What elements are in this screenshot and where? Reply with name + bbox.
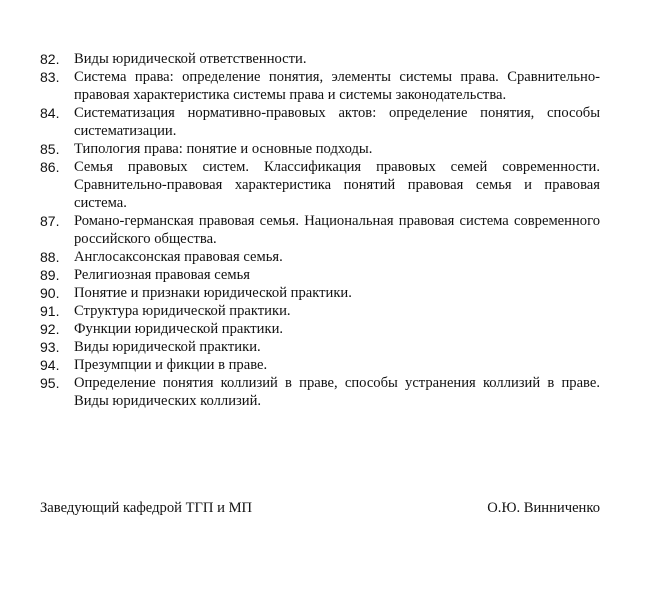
item-number: 89. xyxy=(40,267,60,283)
list-item xyxy=(40,212,600,248)
item-number: 94. xyxy=(40,357,60,373)
list-item xyxy=(40,104,600,140)
item-text: Функции юридической практики. xyxy=(74,321,284,337)
list-item xyxy=(40,140,600,158)
list-item xyxy=(40,284,600,302)
item-text: Виды юридической ответственности. xyxy=(74,51,307,67)
item-number: 86. xyxy=(40,159,60,175)
list-item xyxy=(40,338,600,356)
item-number: 82. xyxy=(40,51,60,67)
item-number: 85. xyxy=(40,141,60,157)
list-item xyxy=(40,248,600,266)
item-text: Религиозная правовая семья xyxy=(74,267,250,283)
item-text: Англосаксонская правовая семья. xyxy=(74,249,283,265)
item-number: 93. xyxy=(40,339,60,355)
signature-name: О.Ю. Винниченко xyxy=(487,500,600,516)
signature-block xyxy=(40,499,600,517)
item-number: 90. xyxy=(40,285,60,301)
list-item xyxy=(40,50,600,68)
item-number: 83. xyxy=(40,69,60,85)
item-text: Виды юридической практики. xyxy=(74,339,261,355)
item-number: 88. xyxy=(40,249,60,265)
list-item xyxy=(40,320,600,338)
item-text: Система права: определение понятия, элементы системы права. Сравнительно-правовая характеристика системы права и системы законодательства. xyxy=(74,69,600,103)
item-text: Типология права: понятие и основные подходы. xyxy=(74,141,373,157)
list-item xyxy=(40,374,600,410)
item-number: 87. xyxy=(40,213,60,229)
list-item xyxy=(40,302,600,320)
list-item xyxy=(40,266,600,284)
item-number: 92. xyxy=(40,321,60,337)
item-text: Понятие и признаки юридической практики. xyxy=(74,285,352,301)
list-item xyxy=(40,68,600,104)
item-text: Систематизация нормативно-правовых актов: определение понятия, способы систематизации. xyxy=(74,105,600,139)
list-item xyxy=(40,356,600,374)
item-text: Определение понятия коллизий в праве, способы устранения коллизий в праве. Виды юридических коллизий. xyxy=(74,375,600,409)
item-number: 84. xyxy=(40,105,60,121)
item-number: 91. xyxy=(40,303,60,319)
question-list xyxy=(40,50,600,410)
signature-position: Заведующий кафедрой ТГП и МП xyxy=(40,500,253,516)
list-item xyxy=(40,158,600,212)
item-text: Романо-германская правовая семья. Национальная правовая система современного российского общества. xyxy=(74,213,600,247)
item-text: Структура юридической практики. xyxy=(74,303,291,319)
item-number: 95. xyxy=(40,375,60,391)
item-text: Семья правовых систем. Классификация правовых семей современности. Сравнительно-правовая характеристика понятий правовая семья и правовая система. xyxy=(74,159,600,211)
item-text: Презумпции и фикции в праве. xyxy=(74,357,268,373)
